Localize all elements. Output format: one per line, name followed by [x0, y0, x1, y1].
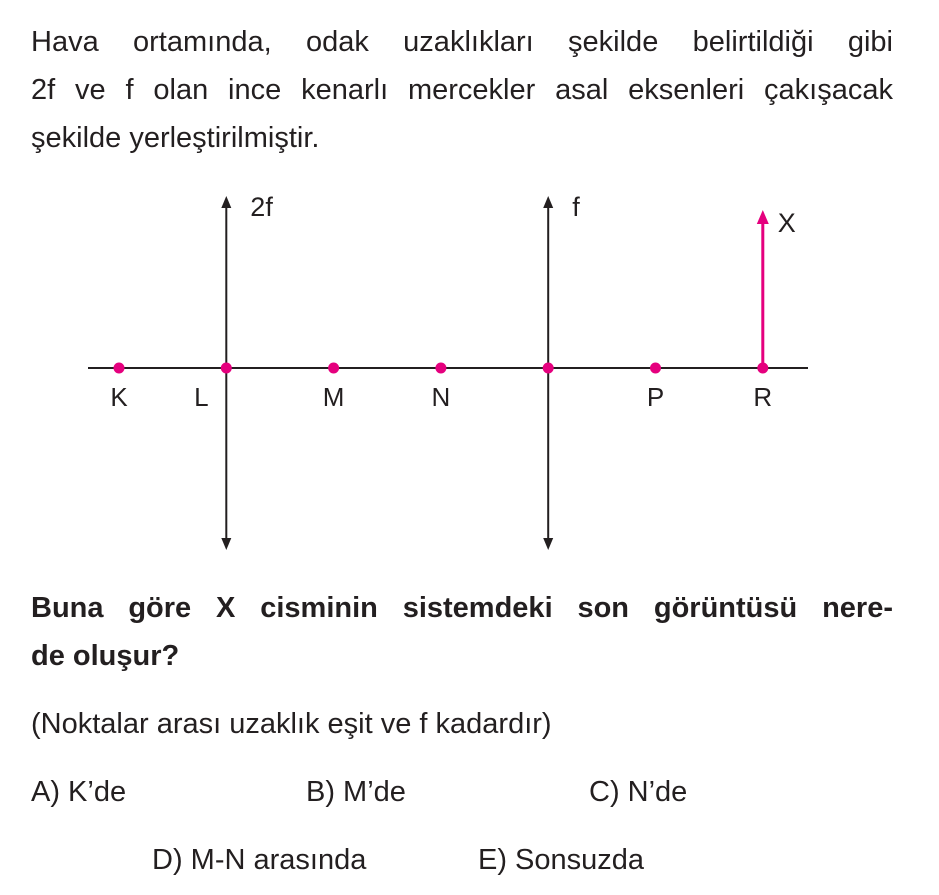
distance-note: (Noktalar arası uzaklık eşit ve f kadardır) [31, 708, 552, 740]
lens-diagram [0, 180, 939, 570]
question-text [31, 584, 893, 680]
lens-focal-label: f [572, 192, 580, 222]
axis-point [435, 363, 446, 374]
intro-line: şekilde yerleştirilmiştir. [31, 122, 320, 154]
object-layer [757, 208, 796, 368]
question-line: de oluşur? [31, 640, 180, 672]
axis-point-label: N [431, 382, 451, 412]
axis-point [114, 363, 125, 374]
option-a[interactable]: A) K’de [31, 776, 127, 808]
axis-point [221, 363, 232, 374]
lens-center-point [543, 363, 554, 374]
intro-line: Hava ortamında, odak uzaklıkları şekilde belirtildiği gibi [31, 26, 893, 58]
question-line: Buna göre X cisminin sistemdeki son görüntüsü nere- [31, 592, 893, 624]
axis-point [328, 363, 339, 374]
option-b[interactable]: B) M’de [306, 776, 406, 808]
option-d[interactable]: D) M-N arasında [152, 844, 367, 876]
lens-arrow-up-icon [221, 196, 231, 208]
lens-arrow-down-icon [543, 538, 553, 550]
axis-point-label: M [322, 382, 345, 412]
intro-line: 2f ve f olan ince kenarlı mercekler asal eksenleri çakışacak [31, 74, 893, 106]
axis-point-label: R [753, 382, 773, 412]
lens-arrow-up-icon [543, 196, 553, 208]
option-c[interactable]: C) N’de [589, 776, 688, 808]
lens-layer [221, 192, 580, 550]
object-x [757, 208, 796, 368]
option-e[interactable]: E) Sonsuzda [478, 844, 645, 876]
lens-focal-label: 2f [250, 192, 273, 222]
axis-point [650, 363, 661, 374]
axis-point [757, 363, 768, 374]
axis-point-label: L [194, 382, 209, 412]
problem-intro [31, 18, 893, 162]
object-arrow-icon [757, 210, 769, 224]
point-layer [110, 363, 772, 413]
lens-arrow-down-icon [221, 538, 231, 550]
object-label: X [777, 208, 796, 238]
axis-point-label: P [646, 382, 665, 412]
axis-point-label: K [110, 382, 128, 412]
